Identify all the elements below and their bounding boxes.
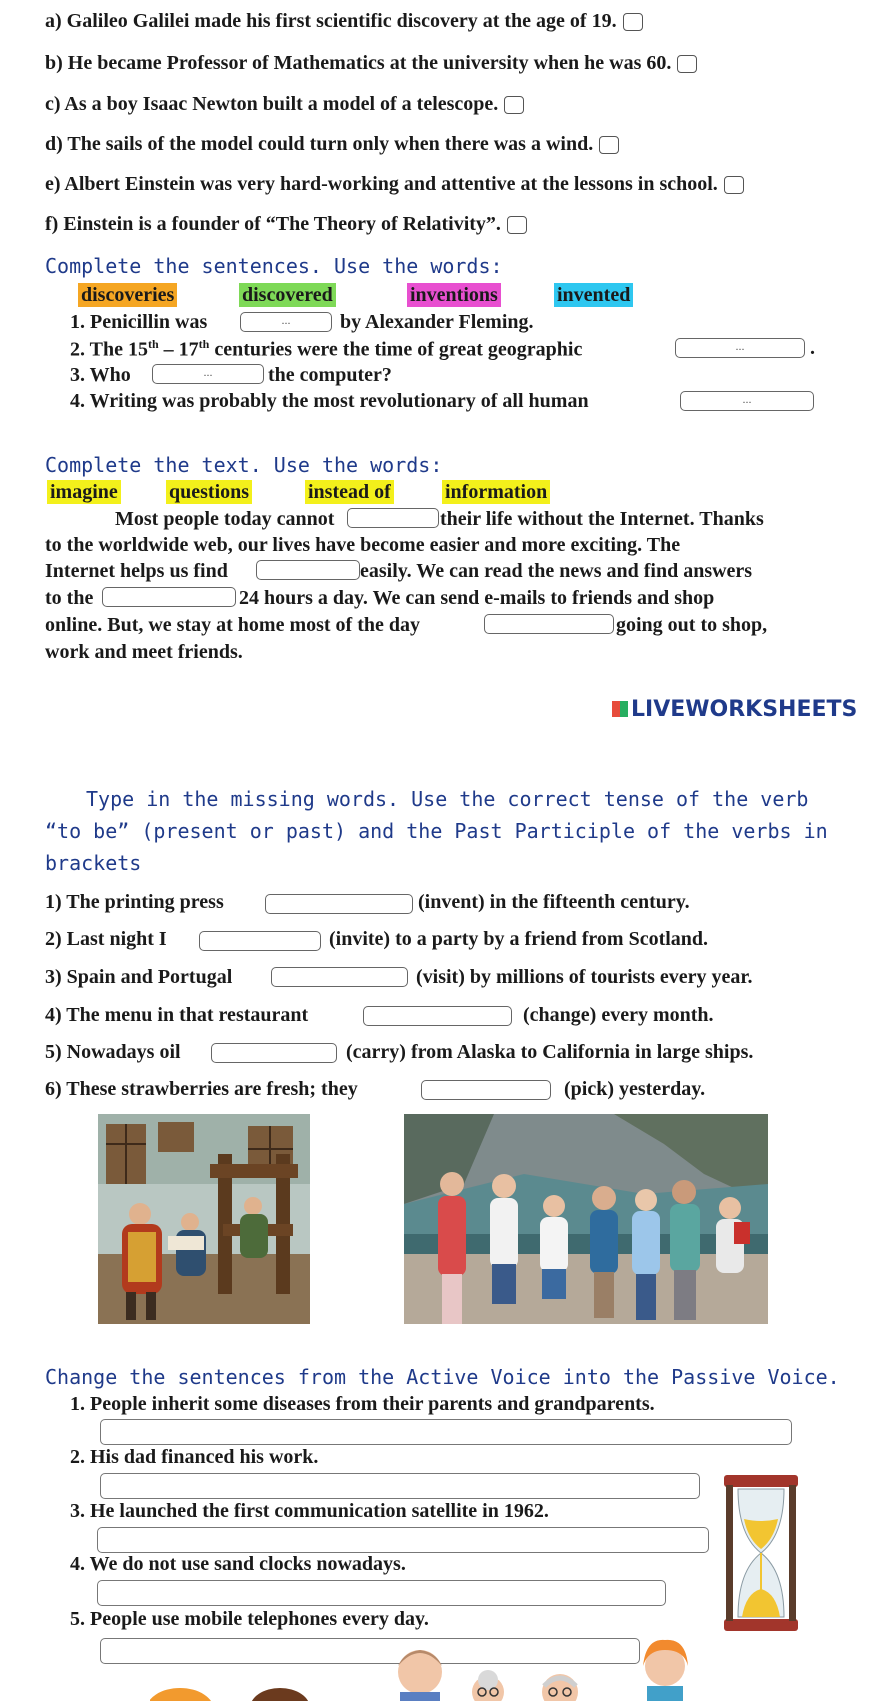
sentence-2-blank[interactable]: ... [675,338,805,358]
tf-checkbox[interactable] [677,55,697,73]
superscript: th [198,337,210,351]
tense-item-2-end: (invite) to a party by a friend from Scotland. [329,928,709,950]
text-line-2: to the worldwide web, our lives have become easier and more exciting. The [45,534,681,556]
sentence-2-part: centuries were the time of great geographic [209,338,583,361]
tense-item-3-end: (visit) by millions of tourists every year. [416,966,753,988]
sentence-1-start: 1. Penicillin was [70,311,208,333]
sentence-4-start: 4. Writing was probably the most revolutionary of all human [70,390,589,412]
tense-item-4-end: (change) every month. [523,1004,714,1026]
sentence-3-end: the computer? [268,364,392,386]
word-questions: questions [166,480,252,504]
tense-item-1-start: 1) The printing press [45,891,224,913]
word-invented: invented [554,283,633,307]
text-line-3-start: Internet helps us find [45,560,228,582]
passive-answer-1[interactable] [100,1419,792,1445]
section4-heading: Change the sentences from the Active Voice into the Passive Voice. [45,1365,840,1389]
tf-checkbox[interactable] [724,176,744,194]
tense-item-1-end: (invent) in the fifteenth century. [418,891,690,913]
passive-item-3: 3. He launched the first communication satellite in 1962. [70,1500,549,1522]
printing-press-svg [98,1114,310,1324]
word-discovered: discovered [239,283,336,307]
tf-text: c) As a boy Isaac Newton built a model of a telescope. [45,93,499,115]
sentence-1-blank[interactable]: ... [240,312,332,332]
section3-heading-line3: brackets [45,851,142,875]
tense-item-6-input[interactable] [421,1080,551,1100]
cartoon-people-svg [150,1600,710,1701]
tense-item-6-end: (pick) yesterday. [564,1078,706,1100]
tense-item-5-input[interactable] [211,1043,337,1063]
section2-heading: Complete the text. Use the words: [45,453,443,477]
text-blank-4[interactable] [484,614,614,634]
tense-item-1-input[interactable] [265,894,413,914]
text-line-3-end: easily. We can read the news and find answers [360,560,753,582]
passive-item-4: 4. We do not use sand clocks nowadays. [70,1553,406,1575]
text-line-4-start: to the [45,587,94,609]
word-information: information [442,480,550,504]
passive-answer-3[interactable] [97,1527,709,1553]
sentence-4-blank[interactable]: ... [680,391,814,411]
tf-item-a [45,10,643,33]
tf-text: f) Einstein is a founder of “The Theory of Relativity”. [45,213,501,235]
tense-item-5-end: (carry) from Alaska to California in large ships. [346,1041,754,1063]
sentence-1-end: by Alexander Fleming. [340,311,534,333]
word-imagine: imagine [47,480,121,504]
sentence-2-part: 2. The 15 [70,338,148,361]
tf-checkbox[interactable] [504,96,524,114]
tf-checkbox[interactable] [599,136,619,154]
tf-text: a) Galileo Galilei made his first scientific discovery at the age of 19. [45,10,617,32]
text-blank-2[interactable] [256,560,360,580]
section3-heading-line2: “to be” (present or past) and the Past Participle of the verbs in [45,819,828,843]
text-line-6: work and meet friends. [45,641,243,663]
tf-text: d) The sails of the model could turn only when there was a wind. [45,133,594,155]
tf-item-c [45,93,524,116]
word-instead-of: instead of [305,480,394,504]
tense-item-2-input[interactable] [199,931,321,951]
printing-press-illustration [98,1114,310,1324]
tense-item-4-start: 4) The menu in that restaurant [45,1004,309,1026]
tense-item-5-start: 5) Nowadays oil [45,1041,181,1063]
sentence-3-blank[interactable]: ... [152,364,264,384]
sentence-2-period: . [810,337,815,359]
word-inventions: inventions [407,283,501,307]
tf-checkbox[interactable] [623,13,643,31]
tf-text: e) Albert Einstein was very hard-working and attentive at the lessons in school. [45,173,718,195]
liveworksheets-logo [612,697,857,722]
text-line-5-start: online. But, we stay at home most of the day [45,614,420,636]
tf-item-b [45,52,697,75]
tense-item-4-input[interactable] [363,1006,512,1026]
logo-text: LIVEWORKSHEETS [631,697,858,722]
hourglass-svg [716,1473,806,1633]
text-line-4-end: 24 hours a day. We can send e-mails to friends and shop [239,587,715,609]
text-blank-1[interactable] [347,508,439,528]
sentence-3-start: 3. Who [70,364,131,386]
passive-item-1: 1. People inherit some diseases from their parents and grandparents. [70,1393,655,1415]
text-blank-3[interactable] [102,587,236,607]
tense-item-3-start: 3) Spain and Portugal [45,966,233,988]
tense-item-6-start: 6) These strawberries are fresh; they [45,1078,358,1100]
liveworksheets-logo-icon [612,701,628,717]
tourists-photo [404,1114,768,1324]
section1-heading: Complete the sentences. Use the words: [45,254,503,278]
tense-item-3-input[interactable] [271,967,408,987]
tf-item-e [45,173,744,196]
section3-heading-line1: Type in the missing words. Use the correct tense of the verb [86,787,809,811]
text-line-5-end: going out to shop, [616,614,768,636]
passive-item-2: 2. His dad financed his work. [70,1446,319,1468]
tf-text: b) He became Professor of Mathematics at the university when he was 60. [45,52,672,74]
text-line-1-start: Most people today cannot [115,508,335,530]
tourists-photo-svg [404,1114,768,1324]
tf-item-f [45,213,527,236]
passive-answer-2[interactable] [100,1473,700,1499]
tf-checkbox[interactable] [507,216,527,234]
hourglass-icon [716,1473,806,1633]
word-discoveries: discoveries [78,283,177,307]
passive-item-5: 5. People use mobile telephones every day. [70,1608,429,1630]
text-line-1-end: their life without the Internet. Thanks [440,508,764,530]
sentence-2-part: – 17 [158,338,199,361]
cartoon-people-illustration [150,1600,710,1701]
tf-item-d [45,133,619,156]
sentence-2 [70,337,582,362]
tense-item-2-start: 2) Last night I [45,928,167,950]
superscript: th [147,337,159,351]
